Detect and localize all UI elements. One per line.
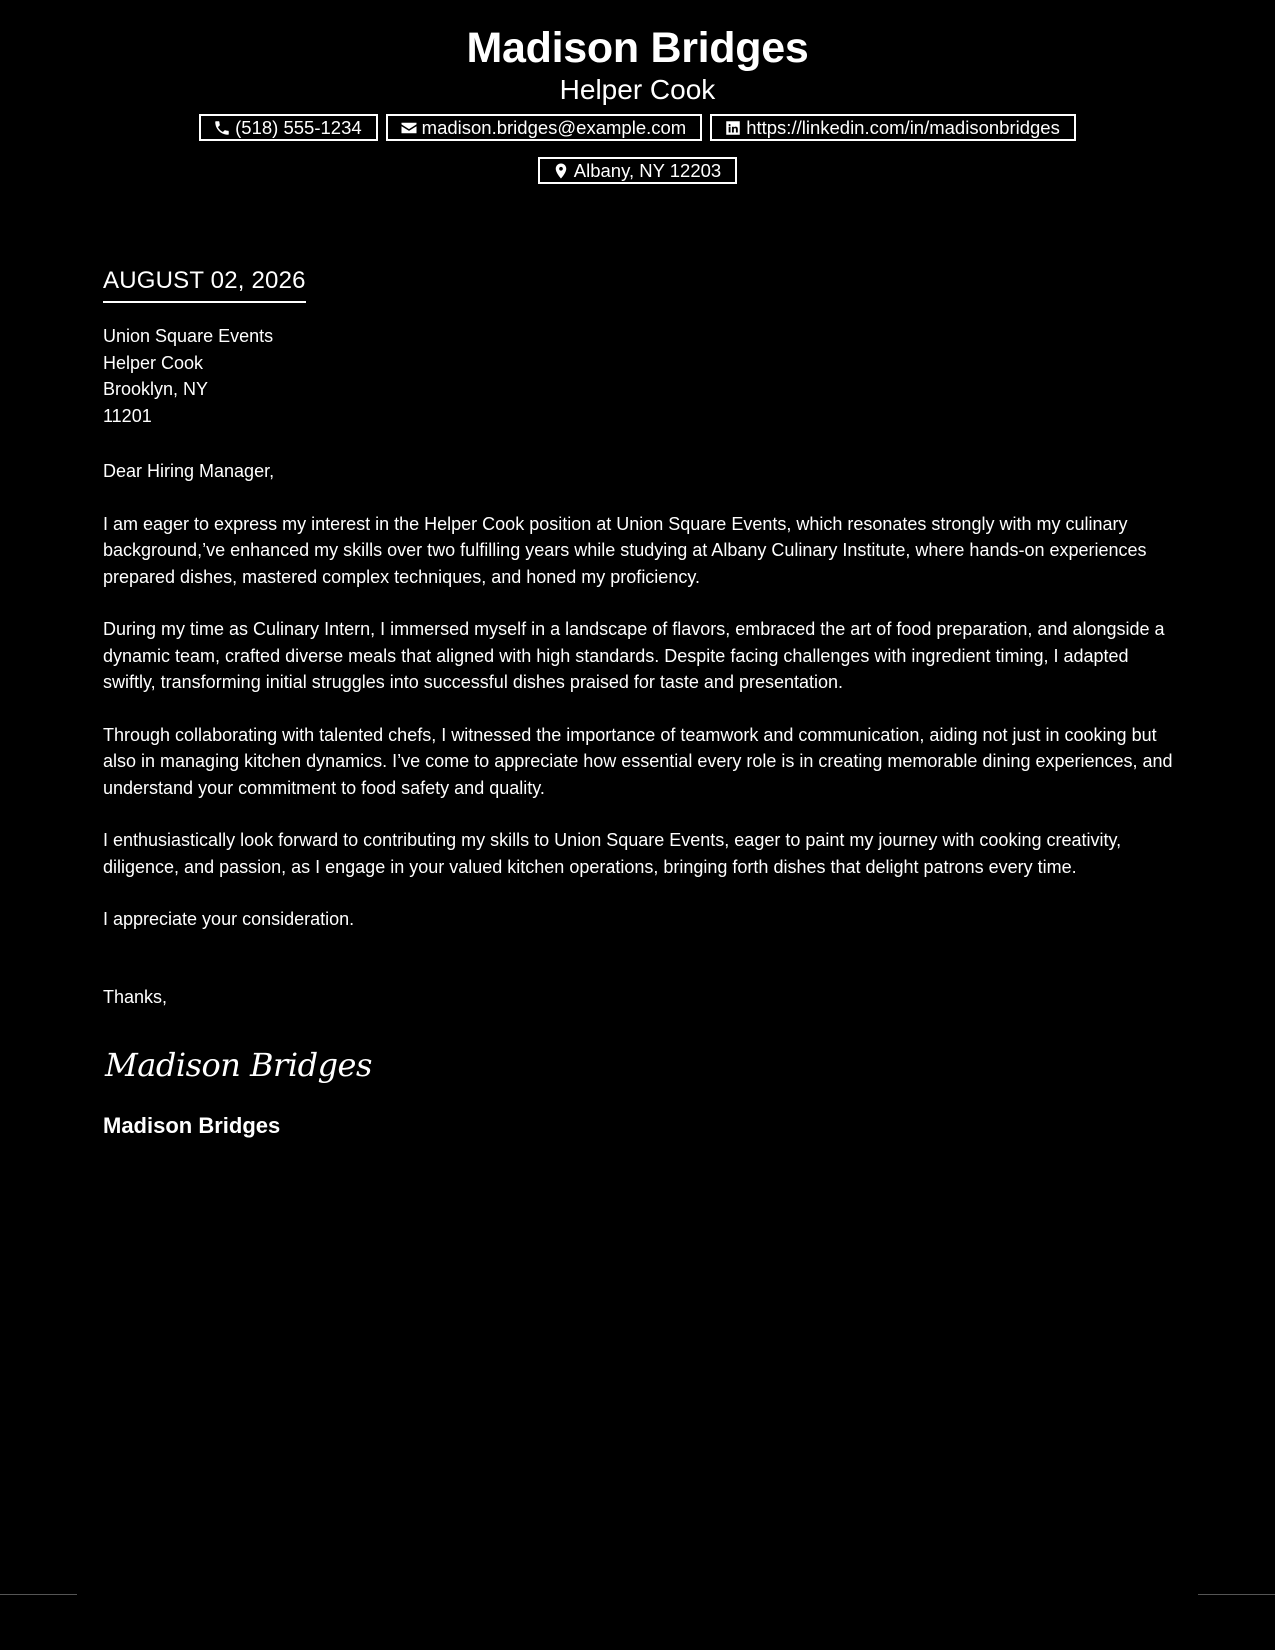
letter-date: AUGUST 02, 2026 bbox=[103, 264, 306, 303]
letter-header bbox=[0, 22, 1275, 184]
phone-text: (518) 555-1234 bbox=[235, 116, 362, 138]
paragraph-4: I enthusiastically look forward to contributing my skills to Union Square Events, eager to paint my journey with cooking creativity, diligence, and passion, as I engage in your valued kitchen operations, bringing forth dishes that delight patrons every time. bbox=[103, 830, 1122, 877]
signature-image bbox=[103, 1042, 373, 1088]
contact-location[interactable] bbox=[538, 157, 737, 184]
signed-name: Madison Bridges bbox=[103, 1113, 281, 1138]
contact-list bbox=[178, 114, 1098, 184]
paragraph-1: I am eager to express my interest in the Helper Cook position at Union Square Events, which resonates strongly with my culinary background,’ve enhanced my skills over two fulfilling years while studying at Albany Culinary Institute, where hands-on experiences prepared dishes, mastered complex techniques, and honed my proficiency. bbox=[103, 513, 1147, 587]
linkedin-text: https://linkedin.com/in/madisonbridges bbox=[746, 116, 1060, 138]
handwritten-signature bbox=[103, 1042, 1178, 1088]
map-pin-icon bbox=[552, 162, 570, 180]
paragraph-3: Through collaborating with talented chefs, I witnessed the importance of teamwork and communication, aiding not just in cooking but also in managing kitchen dynamics. I’ve come to appreciate how essential every role is in creating memorable dining experiences, and understand your commitment to food safety and quality. bbox=[103, 724, 1173, 798]
recipient-city: Brooklyn, NY bbox=[103, 379, 209, 399]
contact-phone[interactable] bbox=[199, 114, 378, 141]
recipient-company: Union Square Events bbox=[103, 326, 274, 346]
envelope-icon bbox=[400, 119, 418, 137]
footer-divider-left bbox=[0, 1594, 77, 1595]
salutation: Dear Hiring Manager, bbox=[103, 461, 275, 481]
footer-divider-right bbox=[1198, 1594, 1275, 1595]
closing: Thanks, bbox=[103, 986, 168, 1007]
applicant-name: Madison Bridges bbox=[466, 24, 809, 72]
email-text: madison.bridges@example.com bbox=[421, 116, 687, 138]
paragraph-2: During my time as Culinary Intern, I immersed myself in a landscape of flavors, embraced the art of food preparation, and alongside a dynamic team, crafted diverse meals that aligned with high standards. Despite facing challenges with ingredient timing, I adapted swiftly, transforming initial struggles into successful dishes praised for taste and presentation. bbox=[103, 619, 1165, 692]
recipient-zip: 11201 bbox=[103, 405, 152, 426]
phone-icon bbox=[213, 119, 231, 137]
contact-email[interactable] bbox=[386, 114, 703, 141]
location-text: Albany, NY 12203 bbox=[573, 159, 722, 181]
letter-body bbox=[103, 264, 1178, 1140]
signature-text: Madison Bridges bbox=[105, 1046, 372, 1084]
paragraph-5: I appreciate your consideration. bbox=[103, 909, 355, 929]
contact-linkedin[interactable] bbox=[710, 114, 1076, 141]
recipient-block bbox=[103, 323, 1178, 429]
linkedin-icon bbox=[724, 119, 742, 137]
applicant-job-title: Helper Cook bbox=[559, 74, 716, 105]
recipient-position: Helper Cook bbox=[103, 352, 204, 373]
